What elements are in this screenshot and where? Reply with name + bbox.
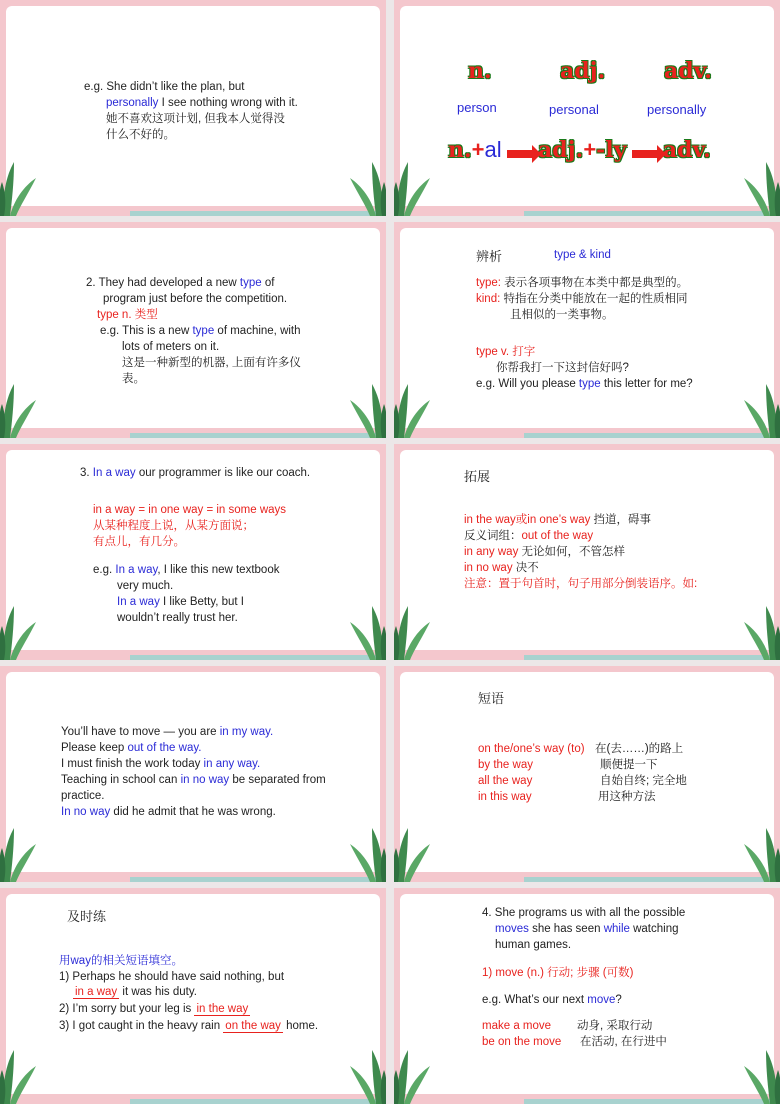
text-span: of: [261, 277, 275, 289]
text-line: [464, 528, 593, 544]
text-span: of machine, with: [214, 325, 301, 337]
text-line: very much.: [117, 580, 174, 592]
text-line: [61, 772, 326, 788]
leaf-decoration-icon: [342, 600, 386, 660]
instruction: 用way的相关短语填空。: [59, 955, 183, 967]
leaf-decoration-icon: [342, 822, 386, 882]
highlight-word: while: [603, 923, 630, 935]
text-span: she has seen: [528, 923, 604, 935]
text-line: [61, 724, 273, 740]
slide-8[interactable]: [394, 666, 780, 882]
text-span: 特指在分类中能放在一起的性质相同: [500, 293, 688, 305]
text-line: [464, 560, 539, 576]
text-line: wouldn’t really trust her.: [117, 612, 238, 624]
text-span: ?: [615, 994, 622, 1006]
phrase-meaning: 动身, 采取行动: [577, 1020, 653, 1032]
phrase-meaning: 顺便提一下: [600, 759, 658, 771]
text-line: 她不喜欢这项计划, 但我本人觉得没: [106, 113, 285, 125]
suffix-ly: -ly: [596, 137, 627, 163]
text-line: 你帮我打一下这封信好吗?: [496, 362, 629, 374]
word-personally: personally: [647, 102, 707, 117]
text-span: I like Betty, but I: [159, 596, 244, 608]
leaf-decoration-icon: [736, 378, 780, 438]
text-span: home.: [282, 1020, 319, 1032]
question-line: [59, 1018, 318, 1034]
text-line: [464, 512, 651, 528]
highlight-word: type: [192, 325, 215, 337]
leaf-decoration-icon: [736, 600, 780, 660]
text-line: program just before the competition.: [103, 293, 288, 305]
note-line: 注意：置于句首时，句子用部分倒装语序。如:: [464, 578, 698, 590]
text-line: [100, 323, 301, 339]
highlight-word: moves: [495, 923, 529, 935]
term: kind:: [476, 293, 501, 305]
slide-10[interactable]: [394, 888, 780, 1104]
text-span: Teaching in school can: [61, 774, 181, 786]
formula-adverb: adv.: [662, 137, 711, 163]
text-line: 4. She programs us with all the possible: [482, 907, 686, 919]
phrase: all the way: [478, 775, 533, 787]
phrase: be on the move: [482, 1036, 562, 1048]
definition-line: type n. 类型: [97, 309, 158, 321]
phrase: in this way: [478, 791, 532, 803]
text-span: 无论如何，不管怎样: [518, 546, 626, 558]
text-line: [476, 275, 688, 291]
phrase: out of the way: [521, 530, 594, 542]
slide-4[interactable]: [394, 222, 780, 438]
leaf-decoration-icon: [736, 156, 780, 216]
phrase: make a move: [482, 1020, 552, 1032]
leaf-decoration-icon: [0, 822, 44, 882]
text-line: [117, 594, 244, 610]
pos-noun: n.: [468, 58, 492, 84]
text-line: 这是一种新型的机器, 上面有许多仪: [122, 357, 301, 369]
highlight-word: personally: [106, 97, 159, 109]
leaf-decoration-icon: [394, 1044, 438, 1104]
text-span: 2. They had developed a new: [86, 277, 240, 289]
text-line: [61, 804, 276, 820]
text-line: [476, 376, 693, 392]
word-person: person: [457, 100, 497, 115]
highlight-word: type: [239, 277, 262, 289]
leaf-decoration-icon: [0, 600, 44, 660]
formula: [448, 136, 711, 168]
answer-blank[interactable]: in a way: [75, 986, 118, 998]
text-span: 表示各项事物在本类中都是典型的。: [500, 277, 689, 289]
text-span: did he admit that he was wrong.: [110, 806, 276, 818]
text-span: it was his duty.: [119, 986, 197, 998]
text-span: Please keep: [61, 742, 128, 754]
text-span: 2) I’m sorry but your leg is: [59, 1003, 195, 1015]
section-title: 短语: [478, 691, 505, 706]
answer-blank[interactable]: on the way: [225, 1020, 281, 1032]
text-span: , I like this new textbook: [157, 564, 280, 576]
highlight-word: In no way: [61, 806, 111, 818]
text-span: e.g. Will you please: [476, 378, 579, 390]
leaf-decoration-icon: [0, 378, 44, 438]
pos-adverb: adv.: [664, 58, 712, 84]
leaf-decoration-icon: [0, 1044, 44, 1104]
text-line: [61, 756, 260, 772]
text-line: 且相似的一类事物。: [510, 309, 614, 321]
phrase-meaning: 在活动, 在行进中: [580, 1036, 667, 1048]
leaf-decoration-icon: [736, 822, 780, 882]
text-span: 3.: [80, 467, 93, 479]
highlight-word: move: [587, 994, 616, 1006]
leaf-decoration-icon: [342, 378, 386, 438]
section-title: 辨析: [476, 249, 503, 264]
question-line: [73, 984, 197, 1000]
text-span: You’ll have to move — you are: [61, 726, 220, 738]
text-line: practice.: [61, 790, 105, 802]
section-subtitle: type & kind: [554, 249, 611, 261]
question-line: 1) Perhaps he should have said nothing, but: [59, 971, 285, 983]
text-line: [80, 465, 310, 481]
slide-5[interactable]: [0, 444, 386, 660]
definition-line: 有点儿，有几分。: [93, 536, 185, 548]
definition-line: in a way = in one way = in some ways: [93, 504, 287, 516]
text-line: [476, 291, 688, 307]
text-line: [61, 740, 201, 756]
text-line: [86, 275, 274, 291]
leaf-decoration-icon: [394, 822, 438, 882]
leaf-decoration-icon: [394, 378, 438, 438]
text-line: 什么不好的。: [106, 129, 175, 141]
leaf-decoration-icon: [342, 156, 386, 216]
phrase-meaning: 自始自终; 完全地: [600, 775, 687, 787]
definition-line: 从某种程度上说，从某方面说；: [93, 520, 254, 532]
leaf-decoration-icon: [394, 600, 438, 660]
text-line: human games.: [495, 939, 572, 951]
slide-card: [400, 672, 774, 872]
right-arrow-icon: [632, 150, 658, 158]
text-line: [482, 992, 622, 1008]
plus-sign: +: [583, 137, 597, 162]
highlight-word: in my way.: [219, 726, 274, 738]
text-span: 决不: [512, 562, 539, 574]
text-line: [93, 562, 279, 578]
slide-6[interactable]: [394, 444, 780, 660]
right-arrow-icon: [507, 150, 533, 158]
text-span: be separated from: [229, 774, 326, 786]
slide-9[interactable]: [0, 888, 386, 1104]
phrase-meaning: 在(去……)的路上: [595, 743, 684, 755]
text-span: this letter for me?: [600, 378, 693, 390]
answer-blank[interactable]: in the way: [196, 1003, 249, 1015]
highlight-word: in any way.: [203, 758, 261, 770]
pos-adjective: adj.: [560, 58, 606, 84]
slide-1[interactable]: [0, 0, 386, 216]
text-line: [106, 95, 298, 111]
phrase: in the way或in one’s way: [464, 514, 591, 526]
highlight-word: in no way: [180, 774, 230, 786]
leaf-decoration-icon: [736, 1044, 780, 1104]
text-span: e.g. This is a new: [100, 325, 193, 337]
word-personal: personal: [549, 102, 599, 117]
highlight-word: out of the way.: [127, 742, 202, 754]
slide-7[interactable]: [0, 666, 386, 882]
slide-3[interactable]: [0, 222, 386, 438]
text-span: our programmer is like our coach.: [135, 467, 311, 479]
definition-line: type v. 打字: [476, 346, 536, 358]
highlight-word: In a way: [117, 596, 160, 608]
text-span: watching: [629, 923, 679, 935]
question-line: [59, 1001, 250, 1017]
text-span: I must finish the work today: [61, 758, 204, 770]
phrase: in any way: [464, 546, 519, 558]
section-title: 拓展: [464, 469, 491, 484]
phrase: in no way: [464, 562, 513, 574]
text-line: e.g. She didn’t like the plan, but: [84, 81, 245, 93]
text-line: [464, 544, 625, 560]
text-span: 挡道，碍事: [590, 514, 652, 526]
text-span: I see nothing wrong with it.: [158, 97, 298, 109]
term: type:: [476, 277, 501, 289]
slide-2[interactable]: [394, 0, 780, 216]
text-span: 3) I got caught in the heavy rain: [59, 1020, 224, 1032]
formula-noun: n.: [448, 137, 472, 163]
highlight-word: In a way: [92, 467, 136, 479]
text-span: e.g. What’s our next: [482, 994, 588, 1006]
text-line: 表。: [122, 373, 145, 385]
leaf-decoration-icon: [394, 156, 438, 216]
suffix-al: al: [484, 137, 502, 162]
highlight-word: type: [578, 378, 601, 390]
text-line: [495, 921, 679, 937]
phrase: by the way: [478, 759, 533, 771]
plus-sign: +: [471, 137, 485, 162]
definition-line: 1) move (n.) 行动; 步骤 (可数): [482, 967, 634, 979]
section-title: 及时练: [67, 909, 107, 924]
phrase-meaning: 用这种方法: [598, 791, 656, 803]
leaf-decoration-icon: [0, 156, 44, 216]
phrase: on the/one’s way (to): [478, 743, 585, 755]
text-span: 反义词组：: [464, 530, 522, 542]
formula-adjective: adj.: [538, 137, 584, 163]
text-line: lots of meters on it.: [122, 341, 220, 353]
text-span: e.g.: [93, 564, 116, 576]
leaf-decoration-icon: [342, 1044, 386, 1104]
highlight-word: In a way: [115, 564, 158, 576]
